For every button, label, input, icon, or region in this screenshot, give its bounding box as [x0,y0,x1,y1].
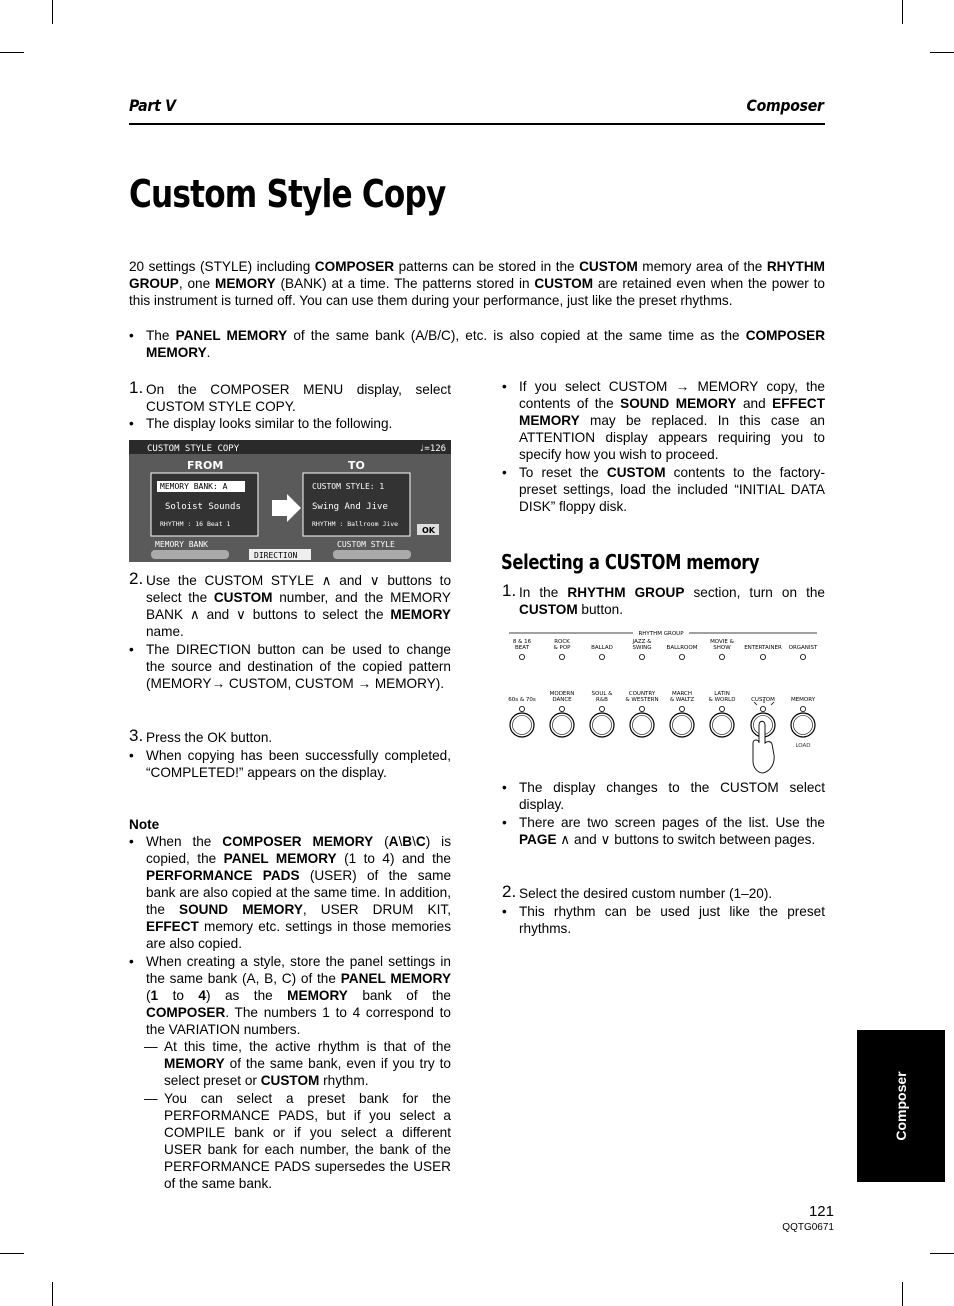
indicator-lamp [519,706,524,711]
header-section: Composer [746,96,824,115]
lcd-to-rhythm: RHYTHM : Ballroom Jive [312,520,399,528]
lcd-to-name: Swing And Jive [312,502,388,512]
note-title: Note [129,817,160,832]
indicator-lamp [760,706,765,711]
right-step-2: 2. Select the desired custom number (1–20). [502,882,773,901]
rhythm-button[interactable] [710,713,734,737]
right-step-1: 1. In the RHYTHM GROUP section, turn on the CUSTOM button. [502,581,825,617]
crop-mark [52,0,53,24]
lcd-title: CUSTOM STYLE COPY [147,444,240,454]
rhythm-group-panel [501,625,825,775]
rhythm-button[interactable] [791,713,815,737]
indicator-lamp [800,654,805,659]
lcd-display [129,440,451,562]
lcd-memory-bank-label: MEMORY BANK [155,540,208,549]
indicator-lamp [719,706,724,711]
panel-top-label: MOVIE & [710,639,734,645]
panel-bottom-label: 60s & 70s [508,697,536,703]
crop-mark [0,52,24,53]
page-title: Custom Style Copy [129,172,446,216]
rhythm-button[interactable] [550,713,574,737]
lcd-bank: MEMORY BANK: A [160,482,228,491]
indicator-lamp [800,706,805,711]
right-bullet-1: • If you select CUSTOM → MEMORY copy, the contents of the SOUND MEMORY and EFFECT MEMORY may be replaced. In this case an ATTENTION display appears requiring you to specify how you wish to proceed. [519,378,825,463]
note-2-dash-1: — At this time, the active rhythm is that of the MEMORY of the same bank, even if you try to select preset or CUSTOM rhythm. [164,1038,451,1089]
panel-top-label: JAZZ & [632,639,652,645]
crop-mark [930,52,954,53]
step-2: 2. Use the CUSTOM STYLE ∧ and ∨ buttons to select the CUSTOM number, and the MEMORY BANK ∧ and ∨ buttons to select the MEMORY name. [129,569,451,639]
indicator-lamp [559,654,564,659]
rhythm-button[interactable] [670,713,694,737]
side-tab: Composer [857,1030,945,1182]
panel-top-label: ORGANIST [788,645,818,651]
rhythm-button[interactable] [630,713,654,737]
panel-top-label: ENTERTAINER [744,645,782,651]
step-3: 3. Press the OK button. [129,726,273,745]
crop-mark [902,0,903,24]
step-3-bullet: • When copying has been successfully completed, “COMPLETED!” appears on the display. [146,747,451,781]
header-rule [129,123,825,125]
panel-load-label: LOAD [795,743,811,749]
step-1: 1. On the COMPOSER MENU display, select CUSTOM STYLE COPY. [129,378,451,414]
panel-top-label: ROCK [554,639,570,645]
crop-mark [0,1253,24,1254]
lcd-to-label: TO [348,459,365,472]
indicator-lamp [519,654,524,659]
note-2: • When creating a style, store the panel settings in the same bank (A, B, C) of the PANEL MEMORY (1 to 4) as the MEMORY bank of the COMPOSER. The numbers 1 to 4 correspond to the VARIATION numbers. [146,953,451,1038]
lcd-direction-button: DIRECTION [254,551,298,560]
panel-top-label: SWING [632,645,652,651]
panel-bottom-label: & WESTERN [625,697,659,703]
crop-mark [930,1253,954,1254]
step-2-bullet: • The DIRECTION button can be used to change the source and destination of the copied pattern (MEMORY→ CUSTOM, CUSTOM → MEMORY). [146,641,451,692]
panel-top-label: 8 & 16 [512,639,532,645]
panel-bottom-label: R&B [596,697,608,703]
panel-bottom-label: & WORLD [708,697,736,703]
lcd-custom-style-label: CUSTOM STYLE [337,540,395,549]
indicator-lamp [679,706,684,711]
indicator-lamp [639,706,644,711]
rhythm-button[interactable] [510,713,534,737]
panel-bottom-label: CUSTOM [751,697,775,703]
lcd-ok-button: OK [422,526,435,535]
indicator-lamp [719,654,724,659]
right-after-1: • The display changes to the CUSTOM select display. [519,779,825,813]
crop-mark [902,1282,903,1306]
panel-top-label: BALLROOM [666,645,698,651]
panel-group-label: RHYTHM GROUP [638,631,684,637]
indicator-lamp [599,706,604,711]
note-1: • When the COMPOSER MEMORY (A\B\C) is copied, the PANEL MEMORY (1 to 4) and the PERFORMANCE PADS (USER) of the same bank are also copied at the same time. In addition, the SOUND MEMORY, USER DRUM KIT, EFFECT memory etc. settings in those memories are also copied. [146,833,451,952]
header-part: Part V [129,96,176,115]
section-subtitle: Selecting a CUSTOM memory [501,550,760,574]
right-bullet-2: • To reset the CUSTOM contents to the factory-preset settings, load the included “INITIAL DATA DISK” floppy disk. [519,464,825,515]
intro-paragraph: 20 settings (STYLE) including COMPOSER patterns can be stored in the CUSTOM memory area of the RHYTHM GROUP, one MEMORY (BANK) at a time. The patterns stored in CUSTOM are retained even when the power to this instrument is turned off. You can use them during your performance, just like the preset rhythms. [129,259,826,308]
lcd-from-label: FROM [187,459,224,472]
lcd-custom-style: CUSTOM STYLE: 1 [312,482,385,491]
indicator-lamp [639,654,644,659]
panel-top-label: SHOW [713,645,731,651]
panel-bottom-label: COUNTRY [628,691,656,697]
lcd-from-name: Soloist Sounds [165,502,241,512]
crop-mark [52,1282,53,1306]
rhythm-button[interactable] [590,713,614,737]
right-step-2-bullet: • This rhythm can be used just like the preset rhythms. [519,903,825,937]
step-1-bullet: • The display looks similar to the following. [146,415,451,432]
indicator-lamp [679,654,684,659]
page-code: QQTG0671 [782,1222,834,1233]
page-number: 121 [808,1203,834,1220]
indicator-lamp [760,654,765,659]
lcd-tempo: ♩=126 [419,444,447,454]
indicator-lamp [599,654,604,659]
panel-top-label: BALLAD [591,645,613,651]
right-after-2: • There are two screen pages of the list. Use the PAGE ∧ and ∨ buttons to switch between pages. [519,814,825,848]
panel-bottom-label: MODERN [549,691,575,697]
indicator-lamp [559,706,564,711]
panel-bottom-label: SOUL & [591,691,613,697]
panel-bottom-label: & WALTZ [669,697,695,703]
lcd-from-rhythm: RHYTHM : 16 Beat 1 [160,520,231,528]
panel-top-label: & POP [553,645,571,651]
panel-top-label: BEAT [515,645,529,651]
panel-bottom-label: LATIN [714,691,730,697]
panel-bottom-label: DANCE [552,697,572,703]
panel-bottom-label: MEMORY [790,697,816,703]
panel-bottom-label: MARCH [671,691,693,697]
intro-bullet: • The PANEL MEMORY of the same bank (A/B/C), etc. is also copied at the same time as the COMPOSER MEMORY. [146,327,825,361]
note-2-dash-2: — You can select a preset bank for the PERFORMANCE PADS, but if you select a COMPILE bank or if you select a different USER bank for each number, the bank of the PERFORMANCE PADS supersedes the USER of the same bank. [164,1090,451,1192]
